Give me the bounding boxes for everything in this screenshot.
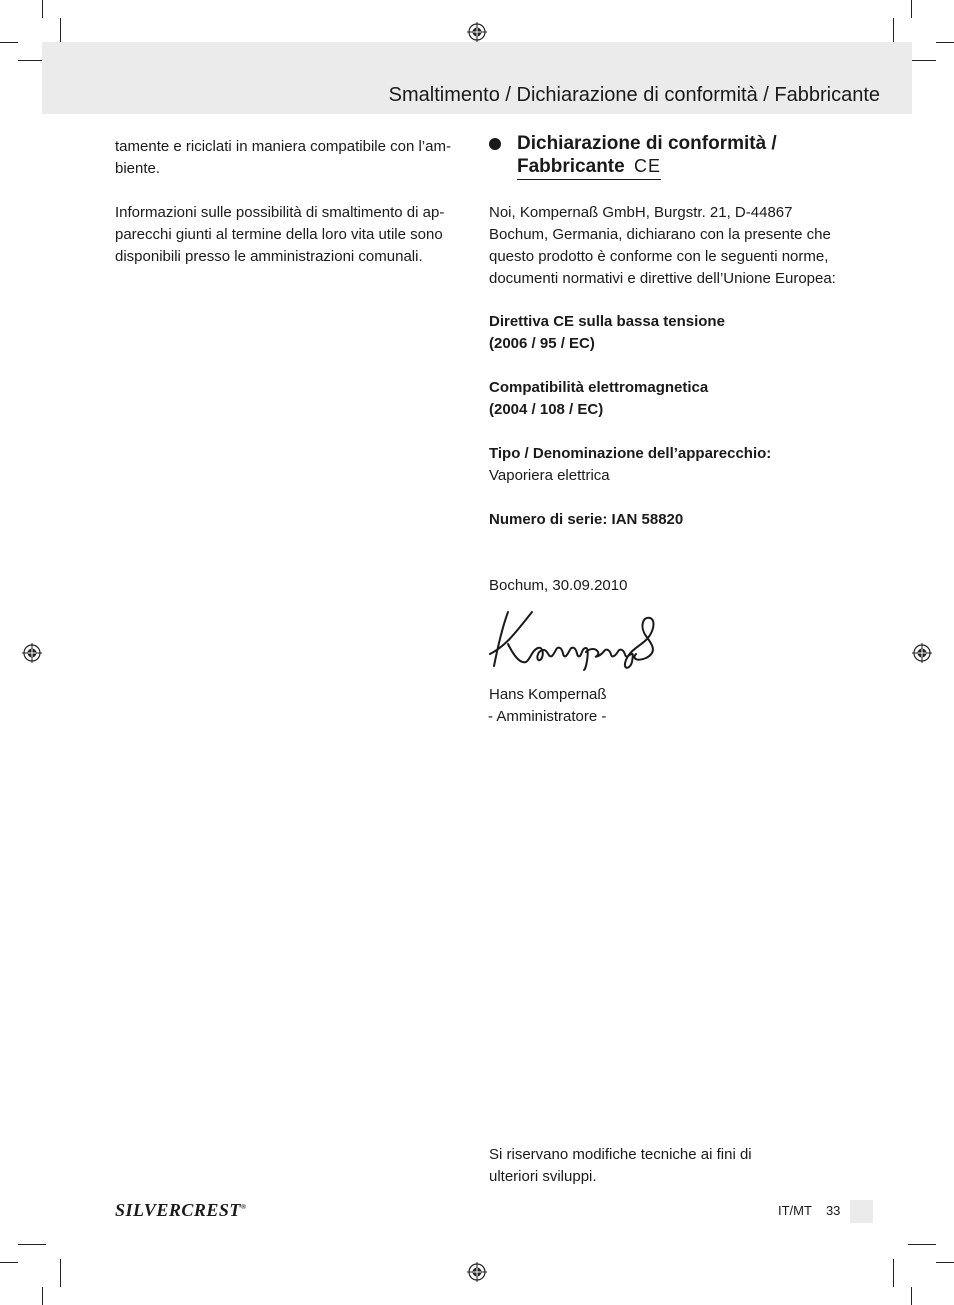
place-date: Bochum, 30.09.2010 (489, 577, 628, 594)
crop-mark (60, 1259, 61, 1287)
text-line: Direttiva CE sulla bassa tensione (489, 313, 725, 330)
crop-mark (0, 1262, 18, 1263)
heading-line-underlined (517, 155, 661, 180)
crop-mark (936, 42, 954, 43)
text-line: Noi, Kompernaß GmbH, Burgstr. 21, D-44867 (489, 204, 793, 221)
device-type-label: Tipo / Denominazione dell’apparecchio: (489, 445, 772, 462)
device-type-value: Vaporiera elettrica (489, 467, 610, 484)
disclaimer (489, 1144, 752, 1188)
registration-mark-icon (22, 643, 42, 663)
directive-emc (489, 377, 708, 421)
text-line: disponibili presso le amministrazioni comunali. (115, 248, 423, 265)
brand-name: SILVERCREST (115, 1200, 241, 1220)
crop-mark (42, 1287, 43, 1305)
text-line: Informazioni sulle possibilità di smaltimento di ap- (115, 204, 445, 221)
signatory (489, 684, 607, 728)
text-line: questo prodotto è conforme con le seguenti norme, (489, 248, 829, 265)
serial-number: Numero di serie: IAN 58820 (489, 511, 684, 528)
signatory-role: - Amministratore - (488, 708, 607, 725)
page-number: 33 (825, 1203, 841, 1218)
crop-mark (18, 1244, 46, 1245)
crop-mark (936, 1262, 954, 1263)
brand-logo (115, 1200, 247, 1221)
text-line: ulteriori sviluppi. (489, 1168, 597, 1185)
section-heading (517, 133, 777, 180)
directive-low-voltage (489, 311, 725, 355)
text-line: Bochum, Germania, dichiarano con la presente che (489, 226, 831, 243)
registration-mark-icon (467, 1262, 487, 1282)
text-line: biente. (115, 160, 161, 177)
bullet-icon (489, 138, 501, 150)
intro-paragraph (489, 202, 836, 290)
registered-mark: ® (240, 1203, 247, 1211)
text-line: (2006 / 95 / EC) (489, 335, 595, 352)
registration-mark-icon (467, 22, 487, 42)
left-paragraph-2 (115, 202, 444, 268)
text-line: tamente e riciclati in maniera compatibile con l’am- (115, 138, 451, 155)
crop-mark (0, 42, 18, 43)
page-title: Smaltimento / Dichiarazione di conformità / Fabbricante (388, 84, 880, 106)
crop-mark (42, 0, 43, 18)
signature-icon (486, 606, 662, 672)
device-type (489, 443, 771, 487)
registration-mark-icon (912, 643, 932, 663)
ce-mark: CE (633, 156, 661, 176)
crop-mark (908, 60, 936, 61)
left-paragraph-1 (115, 136, 451, 180)
page-tab (850, 1200, 873, 1223)
heading-line: Fabbricante (517, 156, 625, 177)
text-line: documenti normativi e direttive dell’Unione Europea: (489, 270, 836, 287)
crop-mark (908, 1244, 936, 1245)
text-line: (2004 / 108 / EC) (489, 401, 604, 418)
language-code: IT/MT (778, 1203, 812, 1218)
page-footer (778, 1203, 840, 1218)
crop-mark (911, 0, 912, 18)
text-line: Si riservano modifiche tecniche ai fini di (489, 1146, 752, 1163)
text-line: parecchi giunti al termine della loro vita utile sono (115, 226, 443, 243)
crop-mark (893, 1259, 894, 1287)
heading-line: Dichiarazione di conformità / (517, 133, 777, 154)
crop-mark (911, 1287, 912, 1305)
text-line: Compatibilità elettromagnetica (489, 379, 709, 396)
signatory-name: Hans Kompernaß (489, 686, 607, 703)
